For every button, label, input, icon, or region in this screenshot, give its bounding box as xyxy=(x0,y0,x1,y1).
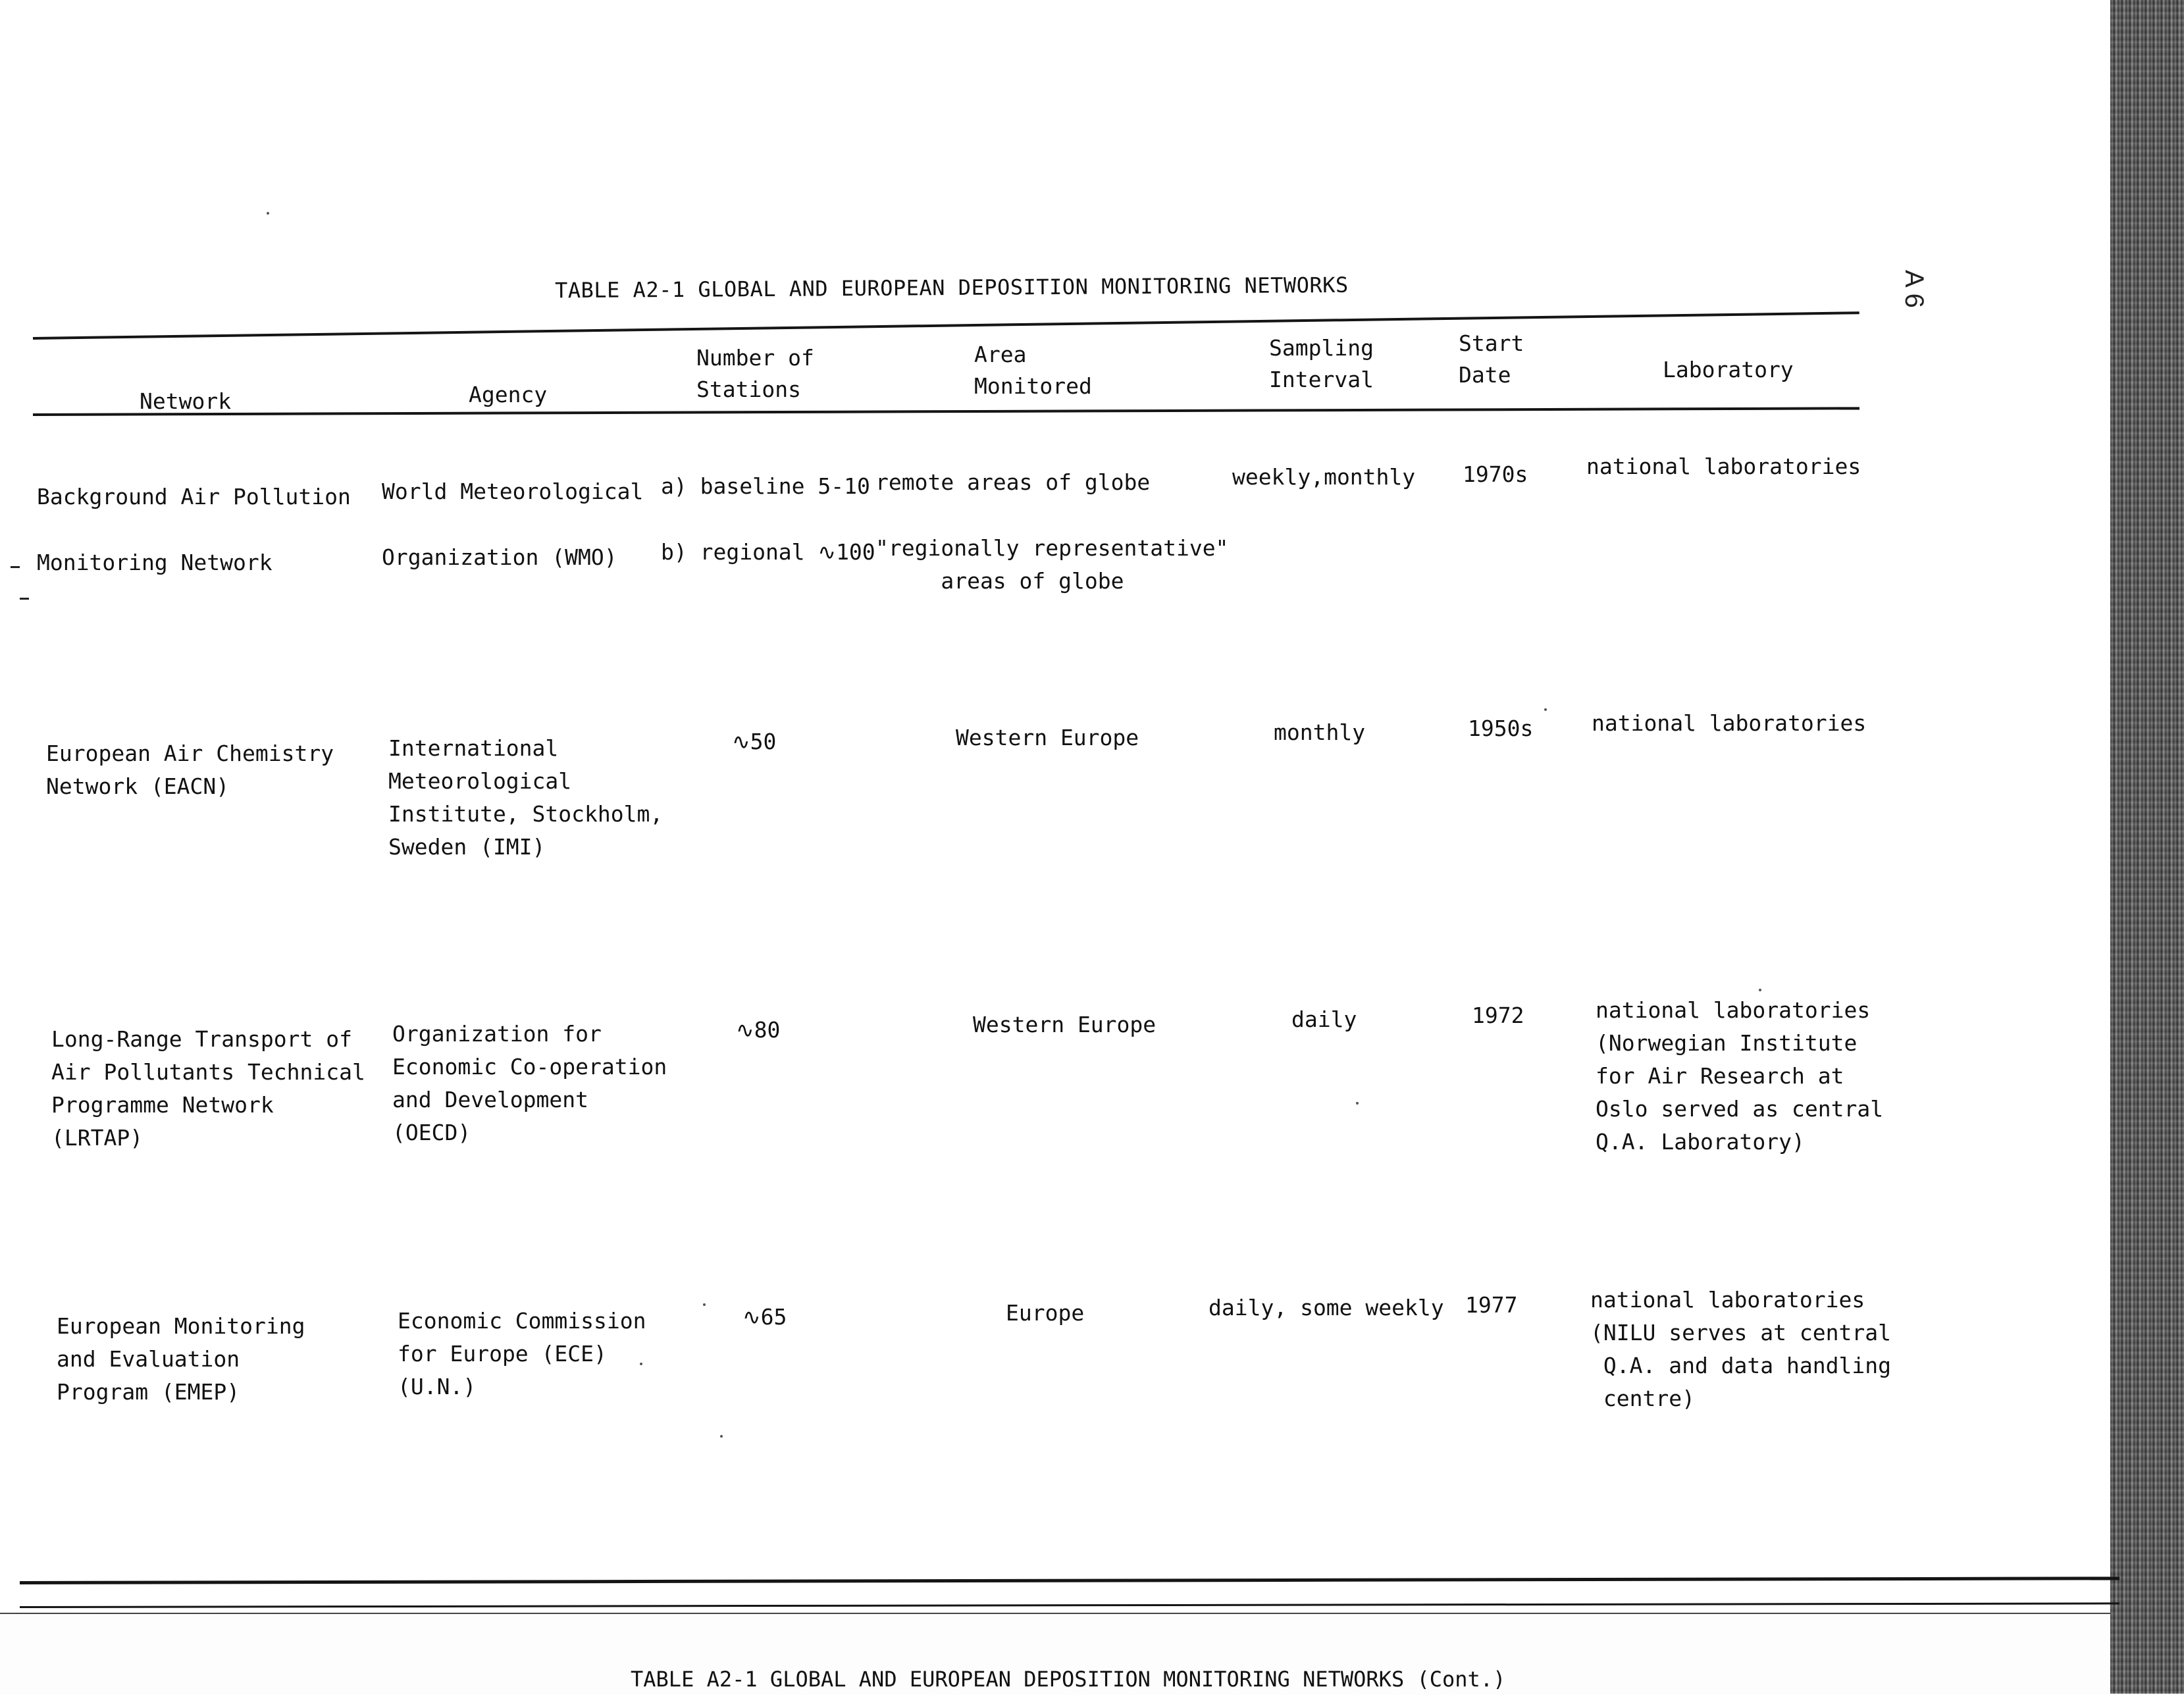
row-4-sampling: daily, some weekly xyxy=(1209,1295,1444,1320)
header-agency: Agency xyxy=(469,382,548,407)
row-3-sampling: daily xyxy=(1291,1006,1357,1032)
row-4-agency: Economic Commission for Europe (ECE) (U.N.) xyxy=(398,1308,646,1399)
row-1-agency: World Meteorological Organization (WMO) xyxy=(382,479,644,570)
row-3-stations: ∿80 xyxy=(736,1017,781,1043)
row-4-area: Europe xyxy=(1006,1300,1085,1326)
header-network: Network xyxy=(140,388,232,414)
header-sampling-interval: Sampling Interval xyxy=(1269,335,1374,392)
margin-mark xyxy=(20,598,29,600)
row-3-network: Long-Range Transport of Air Pollutants Technical Programme Network (LRTAP) xyxy=(51,1026,365,1151)
header-laboratory: Laboratory xyxy=(1663,357,1794,382)
row-3-area: Western Europe xyxy=(973,1012,1157,1037)
scan-speck xyxy=(1759,989,1761,991)
scan-speck xyxy=(1356,1102,1359,1105)
table-title: TABLE A2-1 GLOBAL AND EUROPEAN DEPOSITION MONITORING NETWORKS xyxy=(554,272,1349,303)
row-2-laboratory: national laboratories xyxy=(1592,710,1867,736)
row-1-network: Background Air Pollution Monitoring Network xyxy=(37,484,351,575)
scan-speck xyxy=(720,1435,723,1438)
row-1-stations: a) baseline 5-10 b) regional ∿100 xyxy=(661,473,875,565)
row-2-agency: International Meteorological Institute, Stockholm, Sweden (IMI) xyxy=(388,735,663,860)
row-3-start: 1972 xyxy=(1472,1003,1524,1028)
row-3-laboratory: national laboratories (Norwegian Institute for Air Research at Oslo served as central Q.A. Laboratory) xyxy=(1596,997,1884,1155)
page-bottom-rule xyxy=(20,1577,2119,1584)
scan-speck xyxy=(703,1303,706,1306)
header-number-of-stations: Number of Stations xyxy=(696,345,814,402)
continued-table-title: TABLE A2-1 GLOBAL AND EUROPEAN DEPOSITION MONITORING NETWORKS (Cont.) xyxy=(631,1667,1506,1692)
row-1-sampling: weekly,monthly xyxy=(1232,464,1416,490)
row-1-area: remote areas of globe "regionally representative" areas of globe xyxy=(875,469,1229,594)
table-top-rule xyxy=(33,311,1859,340)
row-1-start: 1970s xyxy=(1463,461,1528,487)
margin-mark xyxy=(11,566,20,568)
row-2-stations: ∿50 xyxy=(732,729,777,754)
row-4-network: European Monitoring and Evaluation Program (EMEP) xyxy=(57,1313,305,1405)
row-2-start: 1950s xyxy=(1468,716,1534,741)
row-4-laboratory: national laboratories (NILU serves at central Q.A. and data handling centre) xyxy=(1590,1287,1891,1411)
row-4-stations: ∿65 xyxy=(742,1304,787,1330)
row-4-start: 1977 xyxy=(1465,1292,1518,1318)
page-number: A 6 xyxy=(1900,270,1929,308)
header-bottom-rule xyxy=(33,407,1859,416)
page-bottom-rule-2 xyxy=(20,1602,2119,1608)
row-3-agency: Organization for Economic Co-operation and Development (OECD) xyxy=(392,1021,667,1145)
scan-speck xyxy=(1544,708,1547,711)
row-1-laboratory: national laboratories xyxy=(1586,454,1861,479)
book-binding-edge xyxy=(2110,0,2184,1694)
scan-speck xyxy=(267,212,269,215)
scan-speck xyxy=(640,1363,642,1365)
row-2-network: European Air Chemistry Network (EACN) xyxy=(46,741,334,799)
row-2-area: Western Europe xyxy=(956,725,1139,750)
header-area-monitored: Area Monitored xyxy=(974,342,1092,399)
header-start-date: Start Date xyxy=(1459,330,1524,388)
row-2-sampling: monthly xyxy=(1274,719,1366,745)
